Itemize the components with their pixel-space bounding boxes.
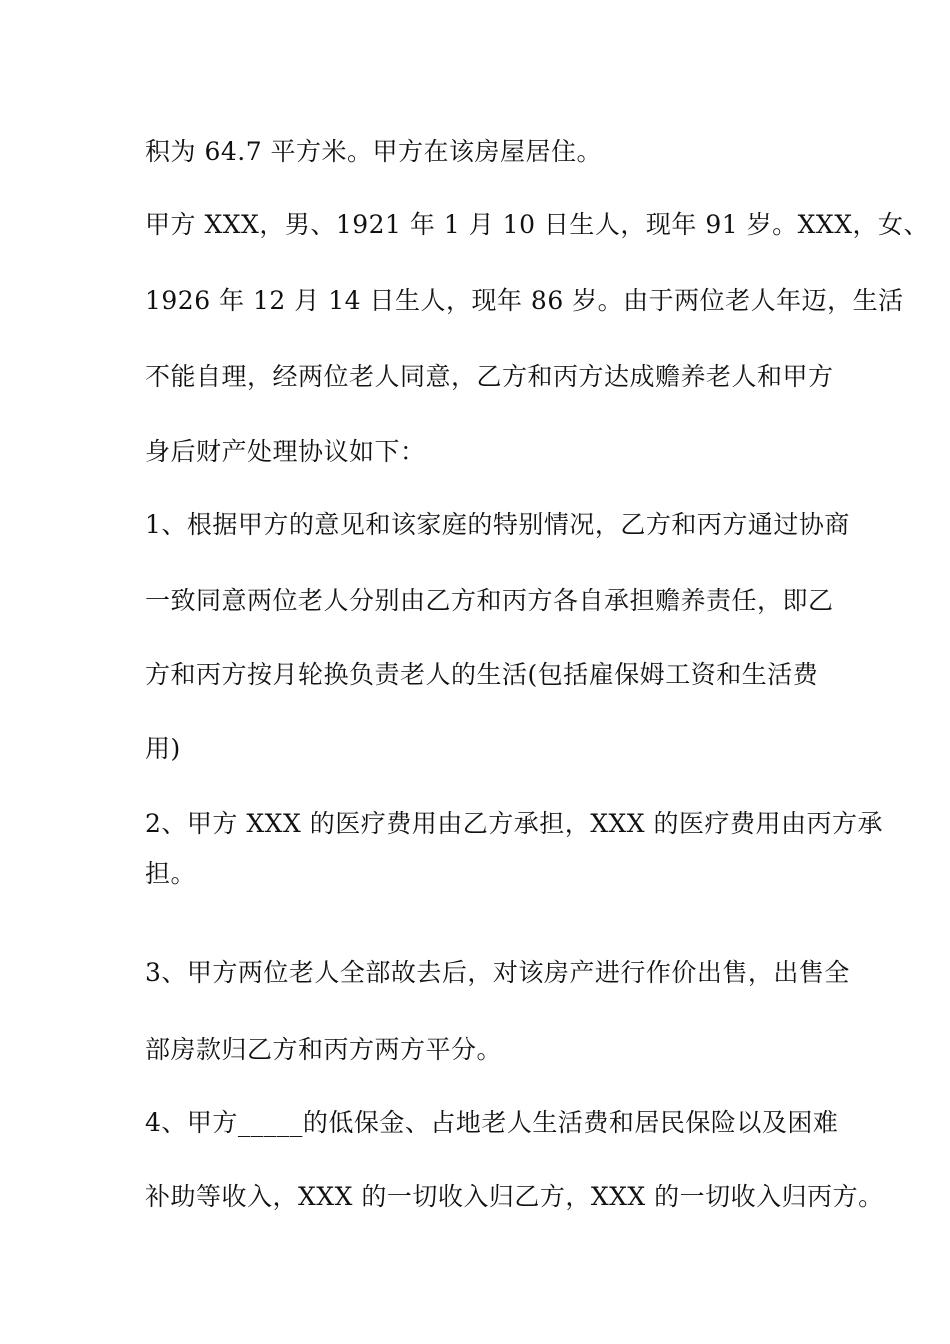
text-line: 一致同意两位老人分别由乙方和丙方各自承担赡养责任，即乙: [145, 586, 834, 615]
text-line: 身后财产处理协议如下：: [145, 437, 426, 466]
text-line: 不能自理，经两位老人同意，乙方和丙方达成赡养老人和甲方: [145, 362, 834, 391]
text-line: 用): [145, 734, 181, 763]
text-line: 方和丙方按月轮换负责老人的生活(包括雇保姆工资和生活费: [145, 660, 819, 689]
text-line: 担。: [145, 859, 197, 888]
text-line: 甲方 XXX，男、1921 年 1 月 10 日生人，现年 91 岁。XXX，女、: [145, 210, 930, 239]
text-line: 补助等收入，XXX 的一切收入归乙方，XXX 的一切收入归丙方。: [145, 1182, 884, 1211]
text-line: 积为 64.7 平方米。甲方在该房屋居住。: [145, 137, 603, 166]
text-line: 4、甲方_____的低保金、占地老人生活费和居民保险以及困难: [145, 1108, 839, 1137]
text-line: 1、根据甲方的意见和该家庭的特别情况，乙方和丙方通过协商: [145, 510, 850, 539]
text-line: 3、甲方两位老人全部故去后，对该房产进行作价出售，出售全: [145, 958, 850, 987]
text-line: 1926 年 12 月 14 日生人，现年 86 岁。由于两位老人年迈，生活: [145, 286, 904, 315]
text-line: 2、甲方 XXX 的医疗费用由乙方承担，XXX 的医疗费用由丙方承: [145, 809, 884, 838]
text-line: 部房款归乙方和丙方两方平分。: [145, 1035, 503, 1064]
